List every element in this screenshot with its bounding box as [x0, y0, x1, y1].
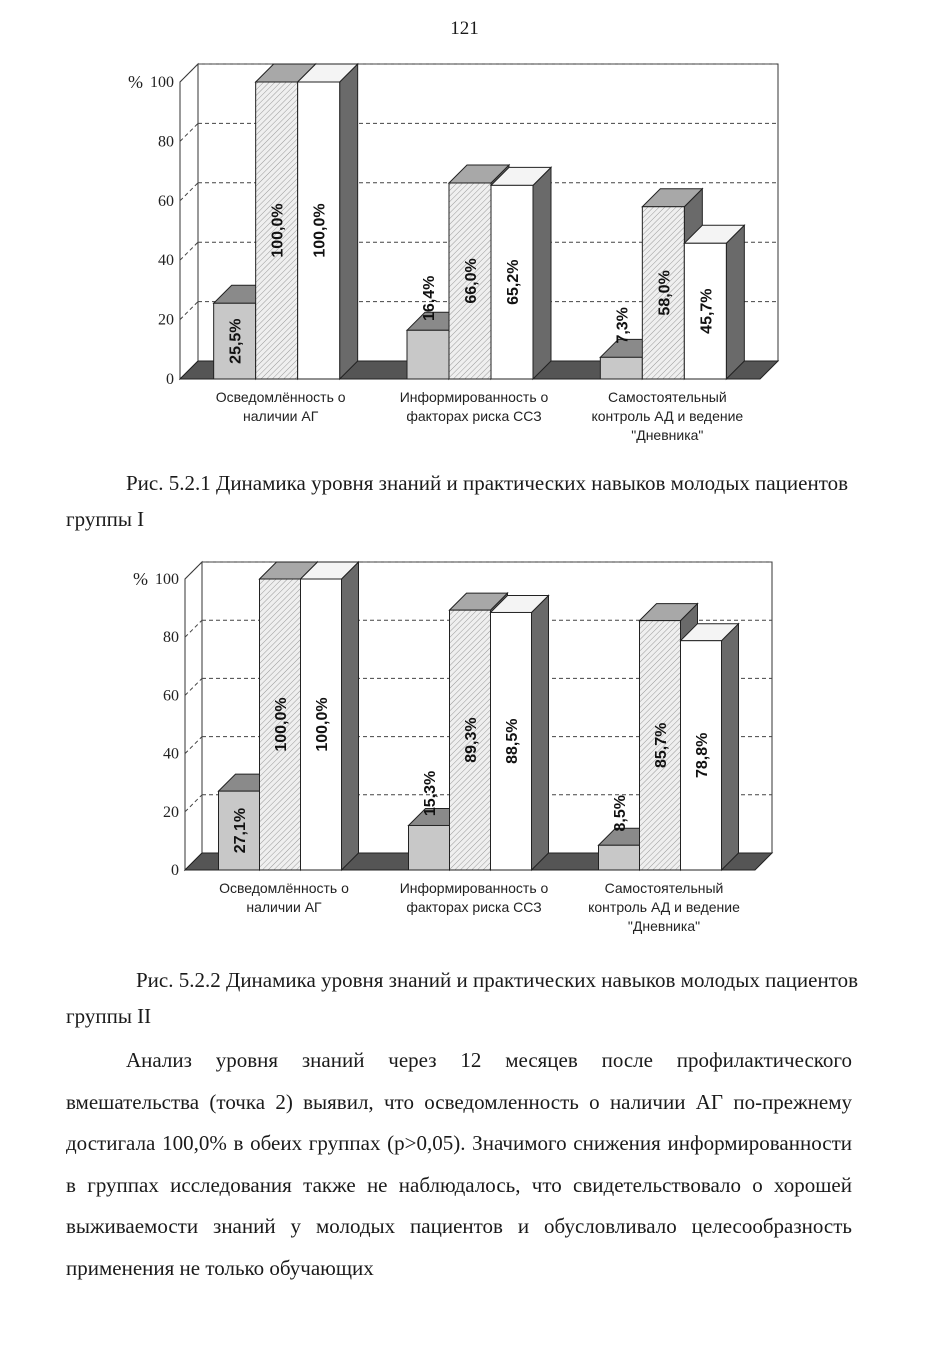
data-label: 88,5%	[504, 718, 521, 764]
data-label: 85,7%	[653, 722, 670, 768]
x-category-label: факторах риска ССЗ	[406, 899, 542, 915]
x-category-label: контроль АД и ведение	[588, 899, 740, 915]
data-label: 100,0%	[311, 203, 329, 258]
y-axis-label: %	[133, 569, 148, 589]
y-tick-label: 40	[158, 252, 174, 270]
data-label: 65,2%	[505, 259, 522, 305]
bar-front	[409, 825, 450, 870]
y-tick-label: 20	[158, 311, 174, 329]
y-tick-label: 20	[163, 803, 179, 821]
data-label: 66,0%	[463, 258, 480, 304]
x-category-label: Самостоятельный	[607, 389, 727, 405]
bar-front	[407, 330, 449, 379]
y-tick-label: 40	[163, 745, 179, 763]
x-category-label: Информированность о	[399, 880, 549, 896]
bar-chart-1	[0, 40, 929, 460]
data-label: 100,0%	[314, 697, 331, 752]
data-label: 58,0%	[656, 270, 674, 316]
data-label: 15,3%	[422, 770, 439, 817]
y-tick-label: 80	[163, 629, 179, 647]
body-paragraph: Анализ уровня знаний через 12 месяцев после профилактического вмешательства (точка 2) выявил, что осведомленность о наличии АГ по-прежнему достигала 100,0% в обеих группах (p>0,05). Значимого снижения информированности в группах исследования также не наблюдалось, что свидетельствовало о хорошей выживаемости знаний у молодых пациентов и обусловливало целесообразность применения не только обучающих	[66, 1048, 852, 1280]
caption-figure-5-2-2: Рис. 5.2.2 Динамика уровня знаний и практических навыков молодых пациентов группы II	[66, 968, 859, 1028]
x-category-label: Осведомлённость о	[215, 389, 346, 405]
y-tick-label: 0	[171, 862, 179, 879]
bar-front	[600, 357, 642, 379]
bar-side	[726, 225, 744, 379]
side-wall	[180, 64, 198, 379]
data-label: 100,0%	[273, 697, 290, 752]
y-tick-label: 100	[150, 74, 174, 91]
y-tick-label: 0	[166, 371, 174, 388]
caption-figure-5-2-1: Рис. 5.2.1 Динамика уровня знаний и практических навыков молодых пациентов группы I	[66, 471, 849, 531]
data-label: 7,3%	[614, 307, 632, 344]
y-tick-label: 100	[155, 571, 179, 588]
chart-group-1	[0, 40, 929, 460]
data-label: 78,8%	[694, 732, 711, 779]
x-category-label: Самостоятельный	[604, 880, 724, 896]
bar-side	[342, 562, 359, 870]
data-label: 45,7%	[698, 288, 716, 334]
chart-group-2	[0, 555, 929, 955]
data-label: 89,3%	[463, 717, 480, 763]
x-category-label: факторах риска ССЗ	[406, 408, 542, 424]
bar-side	[722, 624, 739, 870]
bar-side	[533, 167, 551, 379]
data-label: 27,1%	[232, 807, 249, 854]
side-wall	[185, 562, 202, 870]
x-category-label: "Дневника"	[627, 918, 701, 934]
x-category-label: "Дневника"	[631, 427, 704, 443]
bar-side	[532, 595, 549, 870]
x-category-label: Осведомлённость о	[219, 880, 349, 896]
page-number: 121	[450, 18, 479, 39]
data-label: 16,4%	[421, 275, 438, 321]
y-tick-label: 60	[158, 192, 174, 210]
plot-area	[128, 64, 778, 443]
x-category-label: Информированность о	[399, 389, 549, 405]
data-label: 8,5%	[612, 795, 629, 832]
x-category-label: наличии АГ	[243, 408, 319, 424]
data-label: 100,0%	[269, 203, 287, 258]
x-category-label: наличии АГ	[246, 899, 322, 915]
x-category-label: контроль АД и ведение	[591, 408, 744, 424]
bar-side	[340, 64, 358, 379]
bar-front	[599, 845, 640, 870]
y-tick-label: 60	[163, 687, 179, 705]
y-tick-label: 80	[158, 133, 174, 151]
plot-area	[133, 562, 772, 934]
data-label: 25,5%	[227, 318, 245, 364]
y-axis-label: %	[128, 72, 143, 92]
bar-chart-2	[0, 555, 929, 955]
